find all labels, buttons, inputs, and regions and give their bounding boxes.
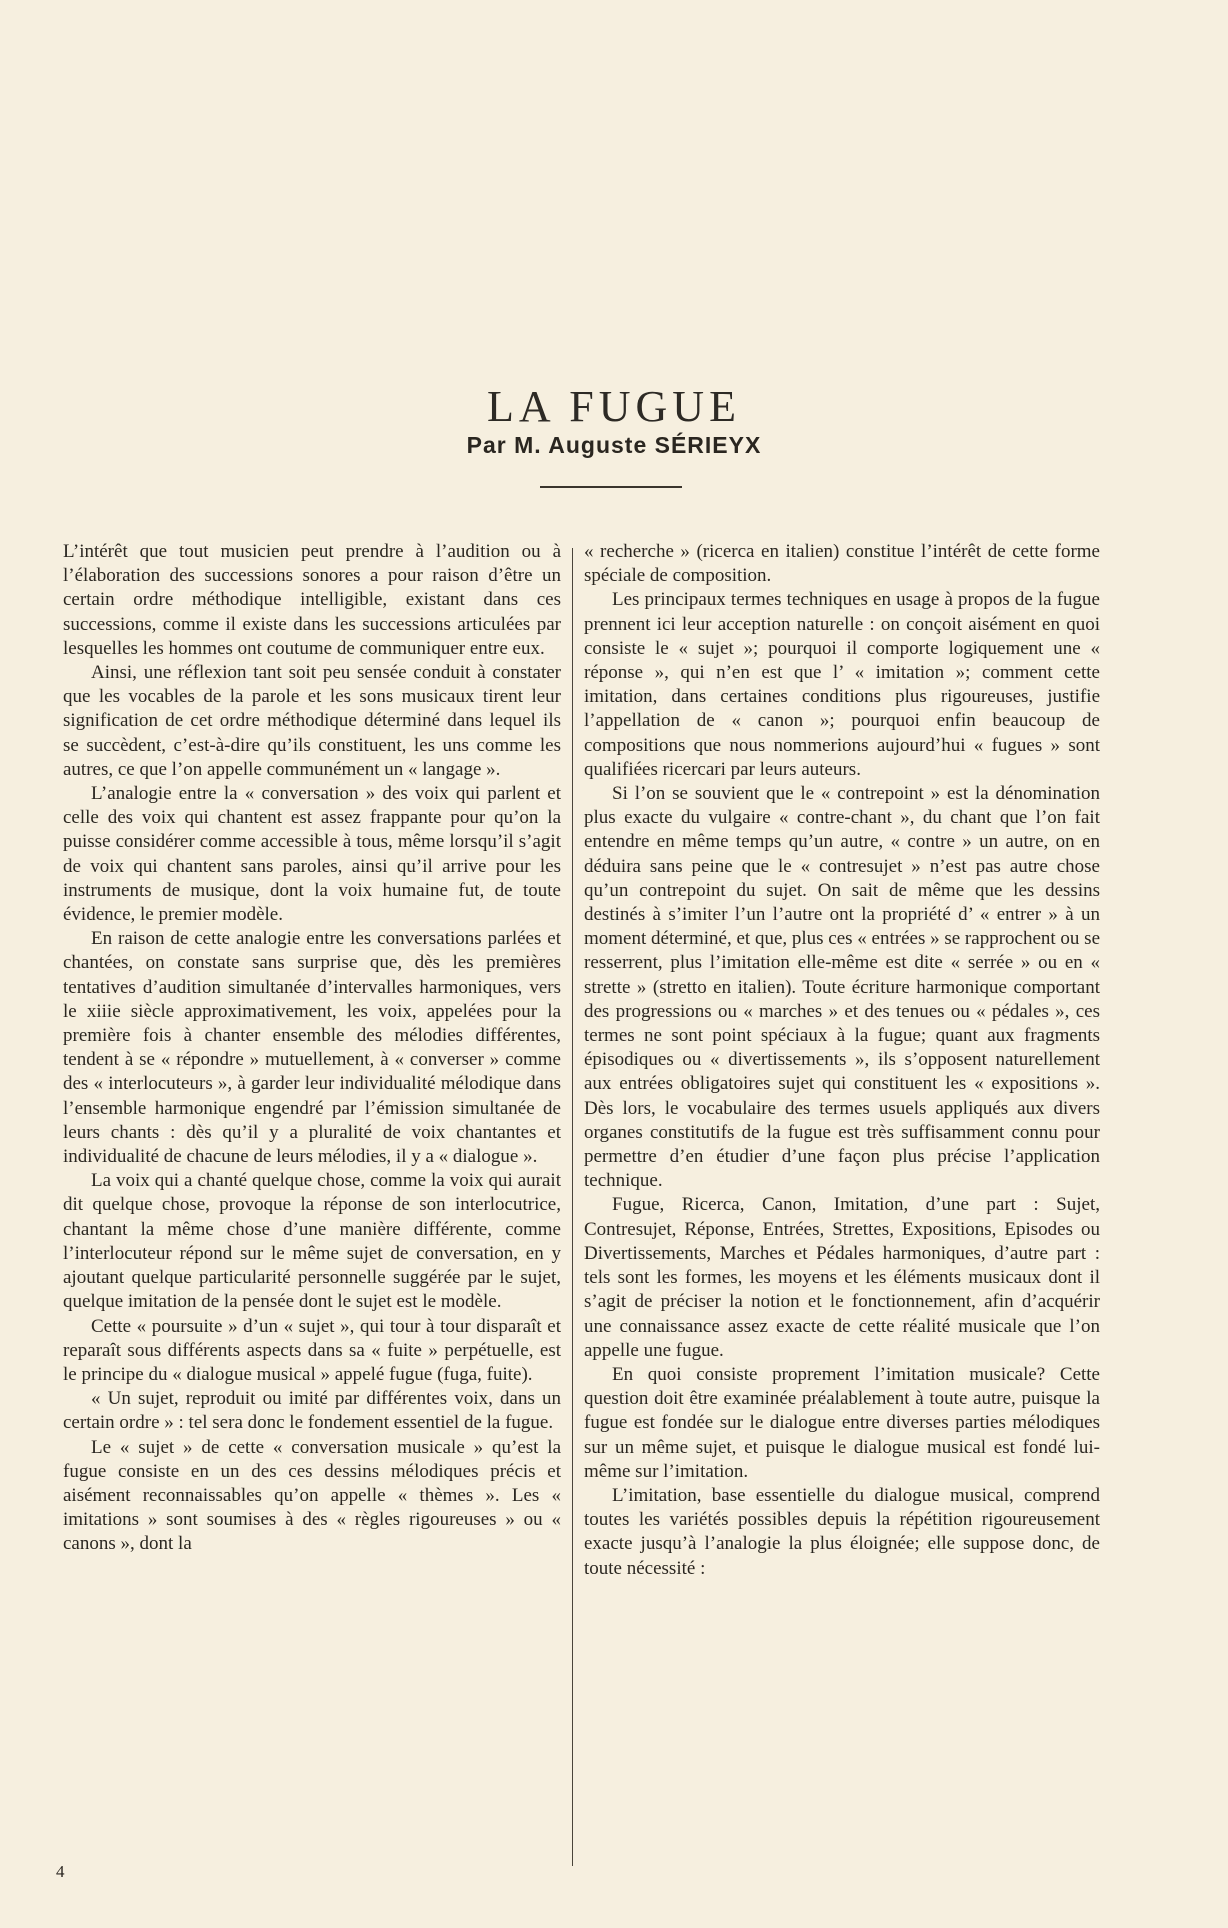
paragraph: « Un sujet, reproduit ou imité par différentes voix, dans un certain ordre » : tel sera donc le fondement essentiel de la fugue. <box>63 1388 561 1434</box>
paragraph: Ainsi, une réflexion tant soit peu sensée conduit à constater que les vocables de la parole et les sons musicaux tirent leur signification de cet ordre méthodique déterminé dans lequel ils se succèdent, c’est-à-dire qu’ils constituent, les uns comme les autres, ce que l’on appelle communément un « langage ». <box>63 662 561 780</box>
paragraph: Fugue, Ricerca, Canon, Imitation, d’une part : Sujet, Contresujet, Réponse, Entrées, Strettes, Expositions, Episodes ou Divertissements, Marches et Pédales harmoniques, d’autre part : tels sont les formes, les moyens et les éléments musicaux dont il s’agit de préciser la notion et le fonctionnement, afin d’acquérir une connaissance assez exacte de cette réalité musicale que l’on appelle une fugue. <box>584 1194 1100 1361</box>
paragraph: Le « sujet » de cette « conversation musicale » qu’est la fugue consiste en un des ces dessins mélodiques précis et aisément reconnaissables qu’on appelle « thèmes ». Les « imitations » sont soumises à des « règles rigoureuses » ou « canons », dont la <box>63 1436 561 1555</box>
paragraph: Si l’on se souvient que le « contrepoint » est la dénomination plus exacte du vulgaire « contre-chant », du chant que l’on fait entendre en même temps qu’un autre, « contre » un autre, on en déduira sans peine que le « contresujet » n’est pas autre chose qu’un contrepoint du sujet. On sait de même que les dessins destinés à s’imiter l’un l’autre ont la propriété d’ « entrer » à un moment déterminé, et que, plus ces « entrées » se rapprochent ou se resserrent, plus l’imitation elle-même est dite « serrée » ou en « strette » (stretto en italien). Toute écriture harmonique comportant des progressions ou « marches » et des tenues ou « pédales », ces termes ne sont point spéciaux à la fugue; quant aux fragments épisodiques ou « divertissements », ils s’opposent naturellement aux entrées obligatoires sujet qui constituent les « expositions ». Dès lors, le vocabulaire des termes usuels appliqués aux divers organes constitutifs de la fugue est très suffisamment connu pour permettre d’en étudier d’une façon plus précise l’application technique. <box>584 783 1100 1192</box>
paragraph: En quoi consiste proprement l’imitation musicale? Cette question doit être examinée préalablement à toute autre, puisque la fugue est fondée sur le dialogue entre diverses parties mélodiques sur un même sujet, et puisque le dialogue musical est fondé lui-même sur l’imitation. <box>584 1363 1100 1482</box>
page-marker: 4 <box>56 1862 65 1881</box>
paragraph: La voix qui a chanté quelque chose, comme la voix qui aurait dit quelque chose, provoque la réponse de son interlocutrice, chantant la même chose d’une manière différente, comme l’interlocuteur répond sur le même sujet de conversation, en y ajoutant quelque particularité personnelle suggérée par le sujet, quelque imitation de la pensée dont le sujet est le modèle. <box>63 1170 561 1313</box>
paragraph: L’intérêt que tout musicien peut prendre à l’audition ou à l’élaboration des successions sonores a pour raison d’être un certain ordre méthodique intelligible, existant dans ces successions, comme il existe dans les successions articulées par lesquelles les hommes ont coutume de communiquer entre eux. <box>63 541 561 659</box>
article-author: Par M. Auguste SÉRIEYX <box>466 432 762 458</box>
paragraph: Les principaux termes techniques en usage à propos de la fugue prennent ici leur acception naturelle : on conçoit aisément en quoi consiste le « sujet »; pourquoi il comporte logiquement une « réponse », qui n’en est que l’ « imitation »; comment cette imitation, dans certaines conditions plus rigoureuses, justifie l’appellation de « canon »; pourquoi enfin beaucoup de compositions que nous nommerions aujourd’hui « fugues » sont qualifiées ricercari par leurs auteurs. <box>584 589 1100 780</box>
paragraph: L’imitation, base essentielle du dialogue musical, comprend toutes les variétés possibles depuis la répétition rigoureusement exacte jusqu’à l’analogie la plus éloignée; elle suppose donc, de toute nécessité : <box>584 1484 1100 1579</box>
article-title: LA FUGUE <box>487 382 741 432</box>
paragraph: L’analogie entre la « conversation » des voix qui parlent et celle des voix qui chantent est assez frappante pour qu’on la puisse considérer comme accessible à tous, même lorsqu’il s’agit de voix qui chantent sans paroles, ainsi qu’il arrive pour les instruments de musique, dont la voix humaine fut, de toute évidence, le premier modèle. <box>63 783 561 926</box>
column-divider <box>572 548 573 1866</box>
paragraph: Cette « poursuite » d’un « sujet », qui tour à tour disparaît et reparaît sous différents aspects dans sa « fuite » perpétuelle, est le principe du « dialogue musical » appelé fugue (fuga, fuite). <box>63 1315 561 1385</box>
left-column <box>63 540 561 1557</box>
title-rule <box>540 486 682 488</box>
paragraph: En raison de cette analogie entre les conversations parlées et chantées, on constate sans surprise que, dès les premières tentatives d’audition simultanée d’intervalles harmoniques, vers le xiiie siècle approximativement, les voix, appelées pour la première fois à chanter ensemble des mélodies différentes, tendent à se « répondre » mutuellement, à « converser » comme des « interlocuteurs », à garder leur individualité mélodique dans l’ensemble harmonique engendré par l’émission simultanée de leurs chants : dès qu’il y a pluralité de voix chantantes et individualité de chacune de leurs mélodies, il y a « dialogue ». <box>63 928 561 1168</box>
right-column <box>584 540 1100 1581</box>
paragraph: « recherche » (ricerca en italien) constitue l’intérêt de cette forme spéciale de composition. <box>584 541 1100 587</box>
